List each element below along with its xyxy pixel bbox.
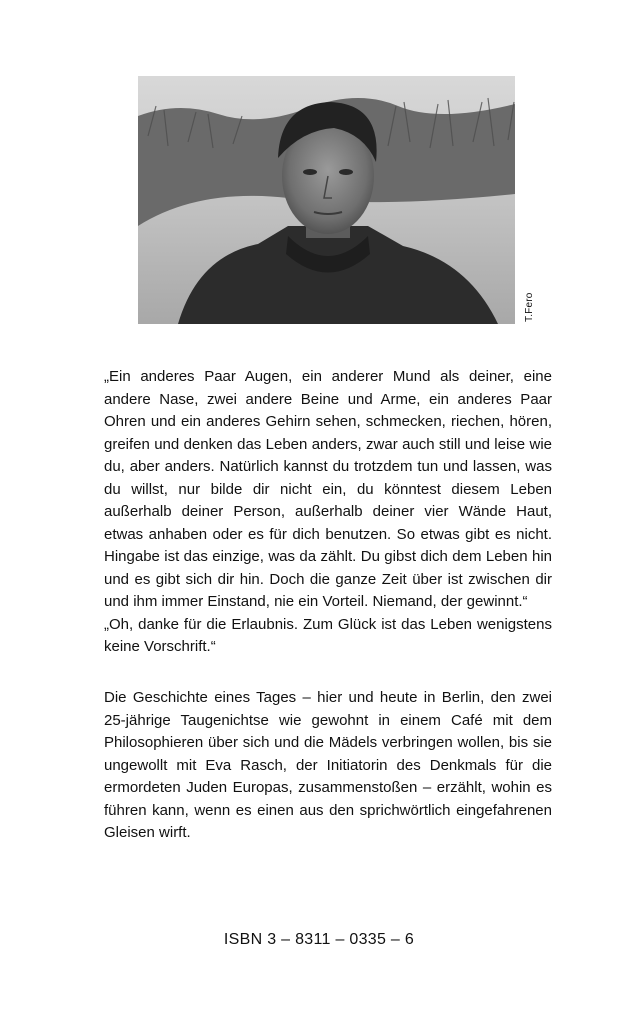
quote-paragraph: „Ein anderes Paar Augen, ein anderer Mund als deiner, eine andere Nase, zwei andere Beine und Arme, ein anderes Paar Ohren und ein anderes Gehirn sehen, schmecken, riechen, hören, greifen und denken das Leben anders, zwar auch still und leise wie du, aber anders. Natürlich kannst du trotzdem tun und lassen, was du willst, nur bilde dir nicht ein, du könntest diesem Leben außerhalb deiner Person, außerhalb deiner vier Wände Haut, etwas anhaben oder es für dich benutzen. So etwas gibt es nicht. Hingabe ist das einzige, was da zählt. Du gibst dich dem Leben hin und es gibt sich dir hin. Doch die ganze Zeit über ist zwischen dir und ihm immer Einstand, nie ein Vorteil. Niemand, der gewinnt.“ <box>104 368 552 610</box>
author-photo <box>138 76 515 324</box>
photo-credit: T.Fero <box>524 292 535 322</box>
blurb-block <box>104 687 552 845</box>
blurb-paragraph: Die Geschichte eines Tages – hier und heute in Berlin, den zwei 25-jährige Taugenichtse wie gewohnt in einem Café mit dem Philosophieren über sich und die Mädels verbringen wollen, bis sie ungewollt mit Eva Rasch, der Initiatorin des Denkmals für die ermordeten Juden Europas, zusammenstoßen – erzählt, wohin es führen kann, wenn es einen aus den sprichwörtlich eingefahrenen Gleisen wirft. <box>104 689 552 841</box>
portrait-photo-icon <box>138 76 515 324</box>
isbn-number: ISBN 3 – 8311 – 0335 – 6 <box>223 931 415 948</box>
quote-block <box>104 366 552 659</box>
quote-reply: „Oh, danke für die Erlaubnis. Zum Glück ist das Leben wenigstens keine Vorschrift.“ <box>104 615 552 655</box>
